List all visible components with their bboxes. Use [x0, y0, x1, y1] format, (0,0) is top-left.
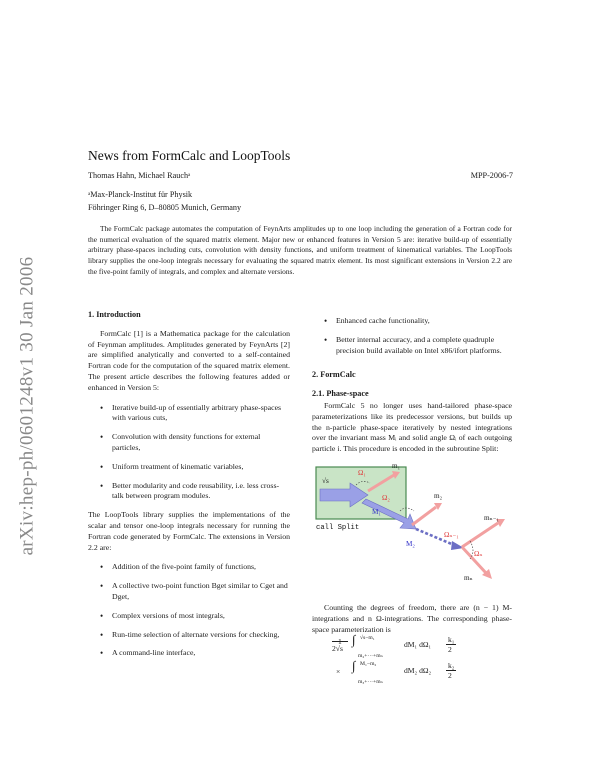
- paper-title: News from FormCalc and LoopTools: [88, 148, 291, 163]
- list-item: • Iterative build-up of essentially arbitrary phase-spaces with various cuts,: [88, 403, 290, 425]
- call-split-label: call Split: [316, 523, 360, 532]
- list-item: • Better modularity and code reusability, i.e. less cross-talk between program modules.: [88, 481, 290, 503]
- intro-paragraph-1: FormCalc [1] is a Mathematica package for the calculation of Feynman amplitudes. Amplitudes generated by FeynArts [2] are simplified analytically and converted to a self-contained Fortran code for the computation of the squared matrix element. The present article describes the following features added or enhanced in Version 5:: [88, 328, 290, 392]
- formula-prefactor-denominator: 2√s: [332, 644, 343, 654]
- list-item: • A command-line interface,: [88, 648, 290, 659]
- m2-label: m₂: [434, 491, 443, 500]
- list-item: • Uniform treatment of kinematic variables,: [88, 462, 290, 473]
- features-list: [88, 403, 290, 503]
- omega2-label: Ω₂: [382, 493, 390, 502]
- sqrt-s-label: √s: [322, 476, 329, 485]
- formula-int2-upper: M₁−m₂: [360, 661, 377, 668]
- subsection-heading-phase-space: 2.1. Phase-space: [312, 389, 369, 399]
- affiliation-line-2: Föhringer Ring 6, D–80805 Munich, Germany: [88, 203, 242, 212]
- list-item: • Run-time selection of alternate versions for checking,: [88, 630, 290, 641]
- m-n-label: mₙ: [464, 573, 473, 582]
- left-column: [88, 310, 290, 667]
- list-item: • Enhanced cache functionality,: [312, 316, 512, 327]
- phase-space-formula: [332, 632, 512, 687]
- affiliation-line-1: ᵃMax-Planck-Institut für Physik: [88, 190, 193, 199]
- formula-times: ×: [336, 667, 341, 677]
- formula-integral-sign-2: ∫: [352, 658, 356, 674]
- extensions-list: [88, 562, 290, 659]
- phase-space-paragraph-2: Counting the degrees of freedom, there are (n − 1) M-integrations and n Ω-integrations. The corresponding phase-space parameterization is: [312, 602, 512, 634]
- omega-n-label: Ωₙ: [474, 549, 483, 558]
- formula-int1-lower: m₂+···+mₙ: [358, 653, 383, 660]
- section-heading-formcalc: 2. FormCalc: [312, 370, 356, 380]
- formula-frac2-numerator: k₂: [448, 661, 455, 671]
- list-item: • Better internal accuracy, and a complete quadruple precision build available on Intel x86/ifort platforms.: [312, 335, 512, 357]
- formula-frac1-denominator: 2: [448, 645, 452, 655]
- report-number: MPP-2006-7: [470, 171, 513, 180]
- formula-integrand-2: dM₂ dΩ₂: [404, 666, 432, 676]
- formula-int2-lower: m₃+···+mₙ: [358, 679, 383, 686]
- m2-line: [412, 507, 436, 525]
- arxiv-stamp: [12, 222, 42, 590]
- list-item: • A collective two-point function Bget similar to Cget and Dget,: [88, 581, 290, 603]
- list-item: • Convolution with density functions for external particles,: [88, 432, 290, 454]
- formula-integrand-1: dM₁ dΩ₁: [404, 640, 432, 650]
- intro-paragraph-2: The LoopTools library supplies the implementations of the scalar and tensor one-loop integrals necessary for running the Fortran code generated by FormCalc. The extensions in Version 2.2 are:: [88, 510, 290, 552]
- formula-integral-sign-1: ∫: [352, 632, 356, 648]
- m-n-minus-1-label: mₙ₋₁: [484, 513, 499, 522]
- authors: Thomas Hahn, Michael Rauchᵃ: [88, 171, 191, 180]
- section-heading-introduction: 1. Introduction: [88, 310, 141, 319]
- mn-minus-1-line: [462, 523, 498, 547]
- list-item: • Addition of the five-point family of functions,: [88, 562, 290, 573]
- formula-frac2-denominator: 2: [448, 671, 452, 681]
- right-column: [312, 316, 512, 687]
- M1-label: M₁: [372, 507, 381, 516]
- extensions-list-continued: [312, 316, 512, 356]
- omega-n-minus-1-label: Ωₙ₋₁: [444, 530, 459, 539]
- formula-int1-upper: √s−m₁: [360, 635, 375, 642]
- formula-prefactor-numerator: 1: [338, 637, 342, 647]
- M2-label: M₂: [406, 539, 415, 548]
- arxiv-stamp-text: arXiv:hep-ph/0601248v1 30 Jan 2006: [16, 256, 38, 556]
- formula-frac1-numerator: k₁: [448, 635, 455, 645]
- m1-label: m₁: [392, 461, 401, 470]
- phase-space-paragraph-1: FormCalc 5 no longer uses hand-tailored phase-space parameterizations like its predecessor versions, but builds up the n-particle phase-space iteratively by nested integrations over the invariant mass Mᵢ and solid angle Ωᵢ of each outgoing particle i. This procedure is encoded in the subroutine Split:: [312, 400, 512, 454]
- omega1-label: Ω₁: [358, 468, 366, 477]
- phase-space-diagram: [312, 461, 512, 597]
- abstract: The FormCalc package automates the computation of FeynArts amplitudes up to one loop including the generation of a Fortran code for the numerical evaluation of the squared matrix element. Major new or enhanced features in Version 5 are: iterative build-up of essentially arbitrary phase-spaces including cuts, convolution with density functions, and uniform treatment of kinematical variables. The LoopTools library supplies the one-loop integrals necessary for evaluating the squared matrix element. Its most significant extensions in Version 2.2 are the five-point family of integrals, and complex and alternate versions.: [88, 224, 512, 276]
- list-item: • Complex versions of most integrals,: [88, 611, 290, 622]
- formula-prefactor-bar: [332, 641, 348, 642]
